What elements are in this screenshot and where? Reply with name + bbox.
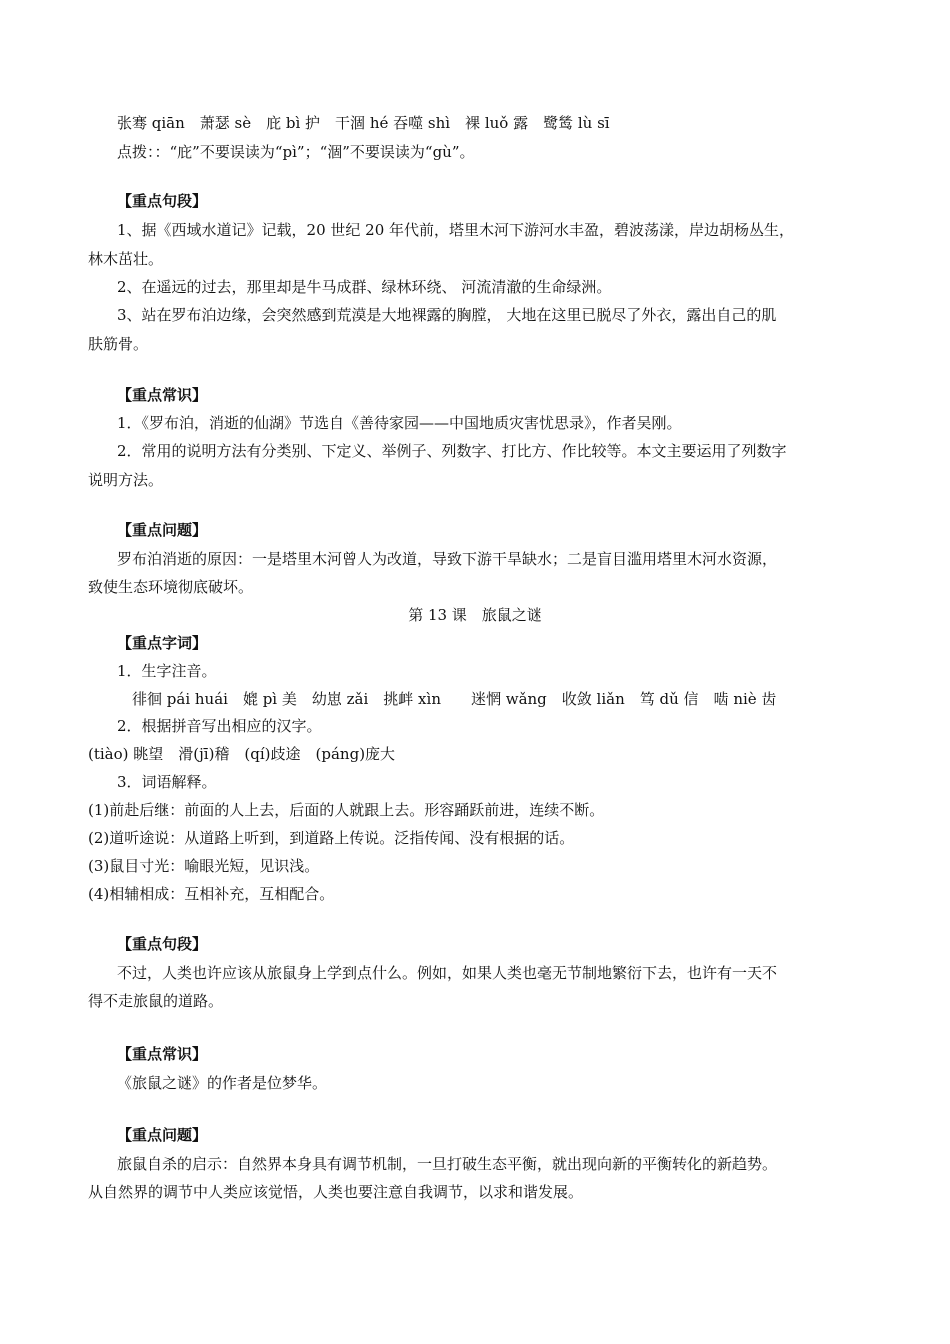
author-note: 《旅鼠之谜》的作者是位梦华。 [117,1074,328,1092]
key-sentences-heading: 【重点句段】 [117,192,208,210]
lemming-insight-cont: 从自然界的调节中人类应该觉悟，人类也要注意自我调节，以求和谐发展。 [88,1183,584,1201]
key-sentences-heading-2: 【重点句段】 [117,935,208,953]
lemming-sentence: 不过，人类也许应该从旅鼠身上学到点什么。例如，如果人类也毫无节制地繁衍下去，也许有一天不 [117,964,778,982]
key-words-heading: 【重点字词】 [117,634,208,652]
definition-4: (4)相辅相成：互相补充，互相配合。 [88,885,335,903]
lemming-sentence-cont: 得不走旅鼠的道路。 [88,992,224,1010]
key-sentence-3-cont: 肤筋骨。 [88,335,149,353]
key-question-answer: 罗布泊消逝的原因：一是塔里木河曾人为改道，导致下游干旱缺水；二是盲目滥用塔里木河水资源， [117,550,778,568]
key-knowledge-heading: 【重点常识】 [117,386,208,404]
question-1-label: 1．生字注音。 [117,662,217,680]
key-question-heading: 【重点问题】 [117,521,208,539]
lesson-title: 第 13 课 旅鼠之谜 [408,606,542,624]
key-sentence-2: 2、在遥远的过去，那里却是牛马成群、绿林环绕、 河流清澈的生命绿洲。 [117,278,612,296]
pronunciation-tip: 点拨：：“庇”不要误读为“pì”；“涸”不要误读为“gù”。 [117,143,475,161]
pinyin-to-characters-line: (tiào) 眺望 滑(jī)稽 (qí)歧途 (páng)庞大 [88,745,396,763]
definition-2: (2)道听途说：从道路上听到，到道路上传说。泛指传闻、没有根据的话。 [88,829,575,847]
question-3-label: 3．词语解释。 [117,773,217,791]
key-knowledge-2-cont: 说明方法。 [88,471,164,489]
lemming-insight: 旅鼠自杀的启示：自然界本身具有调节机制，一旦打破生态平衡，就出现向新的平衡转化的新趋势。 [117,1155,778,1173]
key-sentence-3: 3、站在罗布泊边缘，会突然感到荒漠是大地裸露的胸膛， 大地在这里已脱尽了外衣，露出自己的肌 [117,306,777,324]
question-2-label: 2．根据拼音写出相应的汉字。 [117,717,322,735]
key-sentence-1-cont: 林木茁壮。 [88,250,164,268]
definition-3: (3)鼠目寸光：喻眼光短，见识浅。 [88,857,320,875]
key-question-heading-2: 【重点问题】 [117,1126,208,1144]
key-knowledge-heading-2: 【重点常识】 [117,1045,208,1063]
key-question-answer-cont: 致使生态环境彻底破坏。 [88,578,254,596]
definition-1: (1)前赴后继：前面的人上去，后面的人就跟上去。形容踊跃前进，连续不断。 [88,801,605,819]
key-knowledge-1: 1．《罗布泊，消逝的仙湖》节选自《善待家园——中国地质灾害忧思录》，作者吴刚。 [117,414,682,432]
phonetic-annotation-line: 徘徊 pái huái 媲 pì 美 幼崽 zǎi 挑衅 xìn 迷惘 wǎng 收敛 liǎn 笃 dǔ 信 啮 niè 齿 [132,690,777,708]
key-knowledge-2: 2．常用的说明方法有分类别、下定义、举例子、列数字、打比方、作比较等。本文主要运用了列数字 [117,442,787,460]
key-sentence-1: 1、据《西域水道记》记载，20 世纪 20 年代前，塔里木河下游河水丰盈，碧波荡漾，岸边胡杨丛生， [117,221,795,239]
vocab-pinyin-line: 张骞 qiān 萧瑟 sè 庇 bì 护 干涸 hé 吞噬 shì 裸 luǒ 露 鹭鸶 lù sī [117,114,610,132]
